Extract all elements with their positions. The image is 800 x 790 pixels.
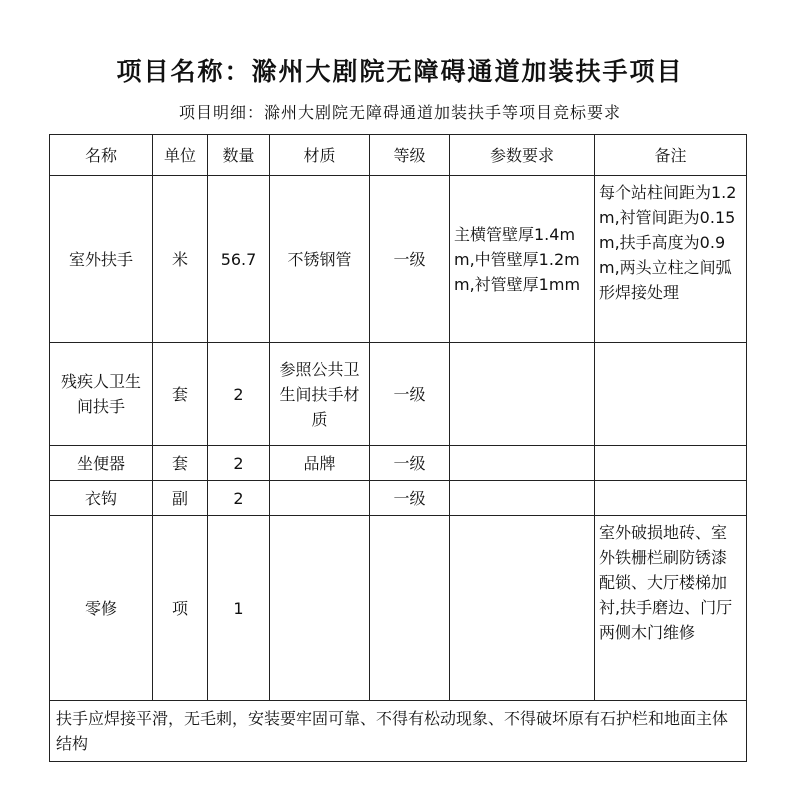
column-header-unit: 单位: [153, 135, 208, 176]
requirements-table: [49, 134, 747, 762]
cell-notes: 每个站柱间距为1.2m,衬管间距为0.15m,扶手高度为0.9m,两头立柱之间弧形焊接处理: [595, 176, 747, 343]
column-header-quantity: 数量: [208, 135, 270, 176]
column-header-notes: 备注: [595, 135, 747, 176]
cell-name: 衣钩: [50, 481, 153, 516]
column-header-parameters: 参数要求: [450, 135, 595, 176]
cell-unit: 套: [153, 446, 208, 481]
table-footer-row: [50, 701, 747, 762]
cell-name: 零修: [50, 516, 153, 701]
column-header-name: 名称: [50, 135, 153, 176]
cell-notes: [595, 481, 747, 516]
cell-quantity: 1: [208, 516, 270, 701]
cell-quantity: 2: [208, 481, 270, 516]
cell-material: [270, 481, 370, 516]
cell-name: 残疾人卫生间扶手: [50, 343, 153, 446]
table-row: [50, 343, 747, 446]
footer-requirements: 扶手应焊接平滑，无毛刺，安装要牢固可靠、不得有松动现象、不得破坏原有石护栏和地面主体结构: [50, 701, 747, 762]
cell-material: 不锈钢管: [270, 176, 370, 343]
cell-name: 坐便器: [50, 446, 153, 481]
cell-quantity: 2: [208, 343, 270, 446]
cell-unit: 米: [153, 176, 208, 343]
column-header-grade: 等级: [370, 135, 450, 176]
column-header-material: 材质: [270, 135, 370, 176]
table-row: [50, 516, 747, 701]
cell-parameters: [450, 516, 595, 701]
cell-grade: 一级: [370, 446, 450, 481]
cell-name: 室外扶手: [50, 176, 153, 343]
cell-material: [270, 516, 370, 701]
cell-grade: 一级: [370, 176, 450, 343]
cell-grade: 一级: [370, 481, 450, 516]
cell-quantity: 2: [208, 446, 270, 481]
cell-material: 品牌: [270, 446, 370, 481]
cell-grade: 一级: [370, 343, 450, 446]
cell-notes: [595, 343, 747, 446]
table-row: [50, 481, 747, 516]
table-header-row: [50, 135, 747, 176]
cell-parameters: 主横管壁厚1.4mm,中管壁厚1.2mm,衬管壁厚1mm: [450, 176, 595, 343]
cell-quantity: 56.7: [208, 176, 270, 343]
cell-parameters: [450, 343, 595, 446]
cell-parameters: [450, 446, 595, 481]
cell-notes: 室外破损地砖、室外铁栅栏刷防锈漆配锁、大厅楼梯加衬,扶手磨边、门厅两侧木门维修: [595, 516, 747, 701]
table-row: [50, 176, 747, 343]
cell-notes: [595, 446, 747, 481]
cell-unit: 副: [153, 481, 208, 516]
cell-unit: 项: [153, 516, 208, 701]
table-row: [50, 446, 747, 481]
cell-parameters: [450, 481, 595, 516]
cell-material: 参照公共卫生间扶手材质: [270, 343, 370, 446]
document-title: 项目名称：滁州大剧院无障碍通道加装扶手项目: [116, 57, 684, 86]
cell-grade: [370, 516, 450, 701]
document-subtitle: 项目明细：滁州大剧院无障碍通道加装扶手等项目竞标要求: [178, 103, 621, 122]
cell-unit: 套: [153, 343, 208, 446]
